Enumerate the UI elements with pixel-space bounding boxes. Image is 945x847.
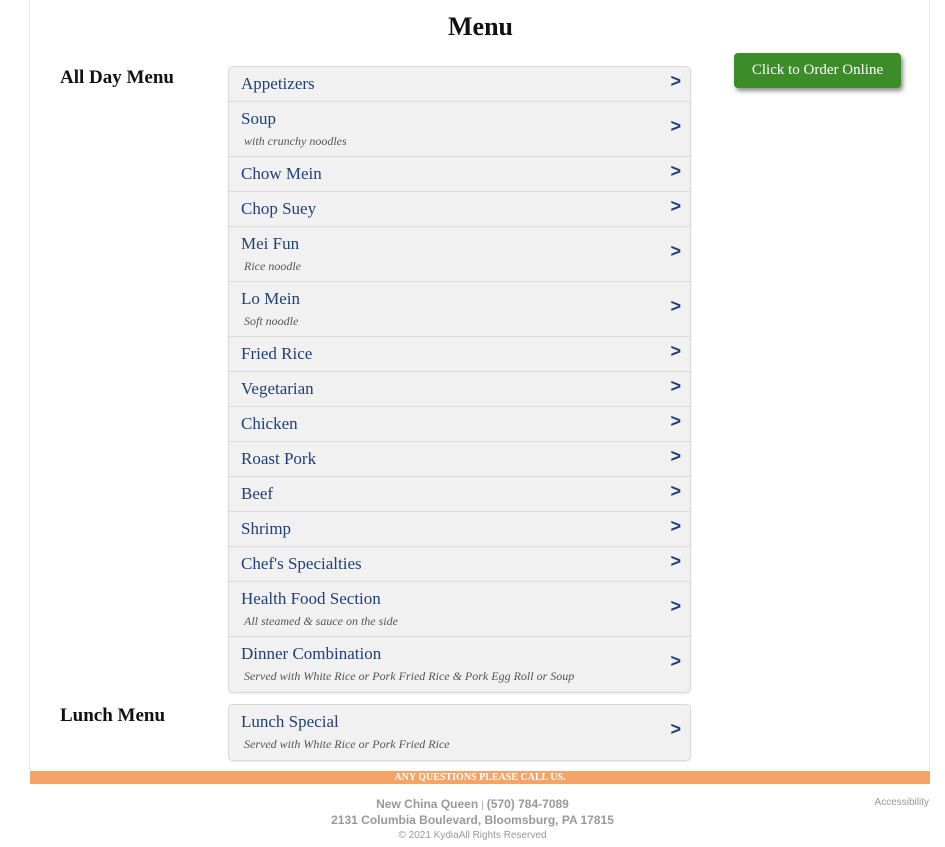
menu-item-description: Served with White Rice or Pork Fried Rice & Pork Egg Roll or Soup xyxy=(244,669,575,683)
menu-item-description: Rice noodle xyxy=(244,259,301,273)
menu-item-appetizers[interactable] xyxy=(229,67,690,102)
footer-restaurant-name: New China Queen xyxy=(376,797,479,811)
accessibility-link[interactable]: Accessibility xyxy=(874,797,929,808)
all-day-menu-list xyxy=(228,66,691,693)
menu-item-soup[interactable] xyxy=(229,102,690,157)
section-title-all-day-menu: All Day Menu xyxy=(60,67,174,88)
menu-item-name: Fried Rice xyxy=(241,344,313,363)
page-title: Menu xyxy=(448,12,513,41)
menu-item-name: Health Food Section xyxy=(241,589,381,608)
menu-item-chop-suey[interactable] xyxy=(229,192,690,227)
chevron-right-icon: > xyxy=(670,116,681,136)
chevron-right-icon: > xyxy=(670,161,681,181)
menu-item-chicken[interactable] xyxy=(229,407,690,442)
menu-item-dinner-combination[interactable] xyxy=(229,637,690,692)
menu-item-name: Chop Suey xyxy=(241,199,317,218)
menu-item-fried-rice[interactable] xyxy=(229,337,690,372)
menu-item-description: with crunchy noodles xyxy=(244,134,347,148)
footer-rights: All Rights Reserved xyxy=(458,830,547,841)
menu-item-beef[interactable] xyxy=(229,477,690,512)
order-online-button[interactable]: Click to Order Online xyxy=(734,53,901,88)
chevron-right-icon: > xyxy=(670,481,681,501)
footer-separator: | xyxy=(481,800,484,811)
chevron-right-icon: > xyxy=(670,411,681,431)
chevron-right-icon: > xyxy=(670,71,681,91)
menu-item-health-food-section[interactable] xyxy=(229,582,690,637)
chevron-right-icon: > xyxy=(670,719,681,739)
menu-item-name: Soup xyxy=(241,109,276,128)
menu-item-name: Shrimp xyxy=(241,519,292,538)
menu-item-shrimp[interactable] xyxy=(229,512,690,547)
lunch-menu-list xyxy=(228,704,691,761)
menu-item-name: Dinner Combination xyxy=(241,644,382,663)
chevron-right-icon: > xyxy=(670,296,681,316)
menu-item-name: Lunch Special xyxy=(241,712,339,731)
menu-item-description: All steamed & sauce on the side xyxy=(244,614,398,628)
chevron-right-icon: > xyxy=(670,241,681,261)
menu-item-name: Chicken xyxy=(241,414,298,433)
menu-item-name: Appetizers xyxy=(241,74,315,93)
menu-item-name: Roast Pork xyxy=(241,449,317,468)
footer-brand-link[interactable]: Kydia xyxy=(433,830,459,841)
chevron-right-icon: > xyxy=(670,341,681,361)
menu-item-name: Lo Mein xyxy=(241,289,301,308)
menu-item-description: Soft noodle xyxy=(244,314,299,328)
footer-copyright: © 2021 xyxy=(398,830,431,841)
menu-item-lunch-special[interactable] xyxy=(229,705,690,760)
menu-item-name: Chef's Specialties xyxy=(241,554,362,573)
menu-item-description: Served with White Rice or Pork Fried Rice xyxy=(244,737,450,751)
footer xyxy=(0,797,945,843)
call-us-banner: ANY QUESTIONS PLEASE CALL US. xyxy=(30,771,930,784)
chevron-right-icon: > xyxy=(670,196,681,216)
menu-page xyxy=(29,0,930,770)
menu-item-chef-s-specialties[interactable] xyxy=(229,547,690,582)
menu-item-name: Chow Mein xyxy=(241,164,322,183)
menu-item-vegetarian[interactable] xyxy=(229,372,690,407)
menu-item-mei-fun[interactable] xyxy=(229,227,690,282)
menu-item-roast-pork[interactable] xyxy=(229,442,690,477)
chevron-right-icon: > xyxy=(670,446,681,466)
menu-item-name: Vegetarian xyxy=(241,379,314,398)
chevron-right-icon: > xyxy=(670,376,681,396)
menu-item-name: Mei Fun xyxy=(241,234,300,253)
section-title-lunch-menu: Lunch Menu xyxy=(60,705,166,726)
chevron-right-icon: > xyxy=(670,516,681,536)
footer-phone-link[interactable]: (570) 784-7089 xyxy=(486,797,569,811)
chevron-right-icon: > xyxy=(670,596,681,616)
menu-item-name: Beef xyxy=(241,484,274,503)
menu-item-chow-mein[interactable] xyxy=(229,157,690,192)
chevron-right-icon: > xyxy=(670,551,681,571)
footer-address: 2131 Columbia Boulevard, Bloomsburg, PA 17815 xyxy=(331,813,614,827)
chevron-right-icon: > xyxy=(670,651,681,671)
menu-item-lo-mein[interactable] xyxy=(229,282,690,337)
